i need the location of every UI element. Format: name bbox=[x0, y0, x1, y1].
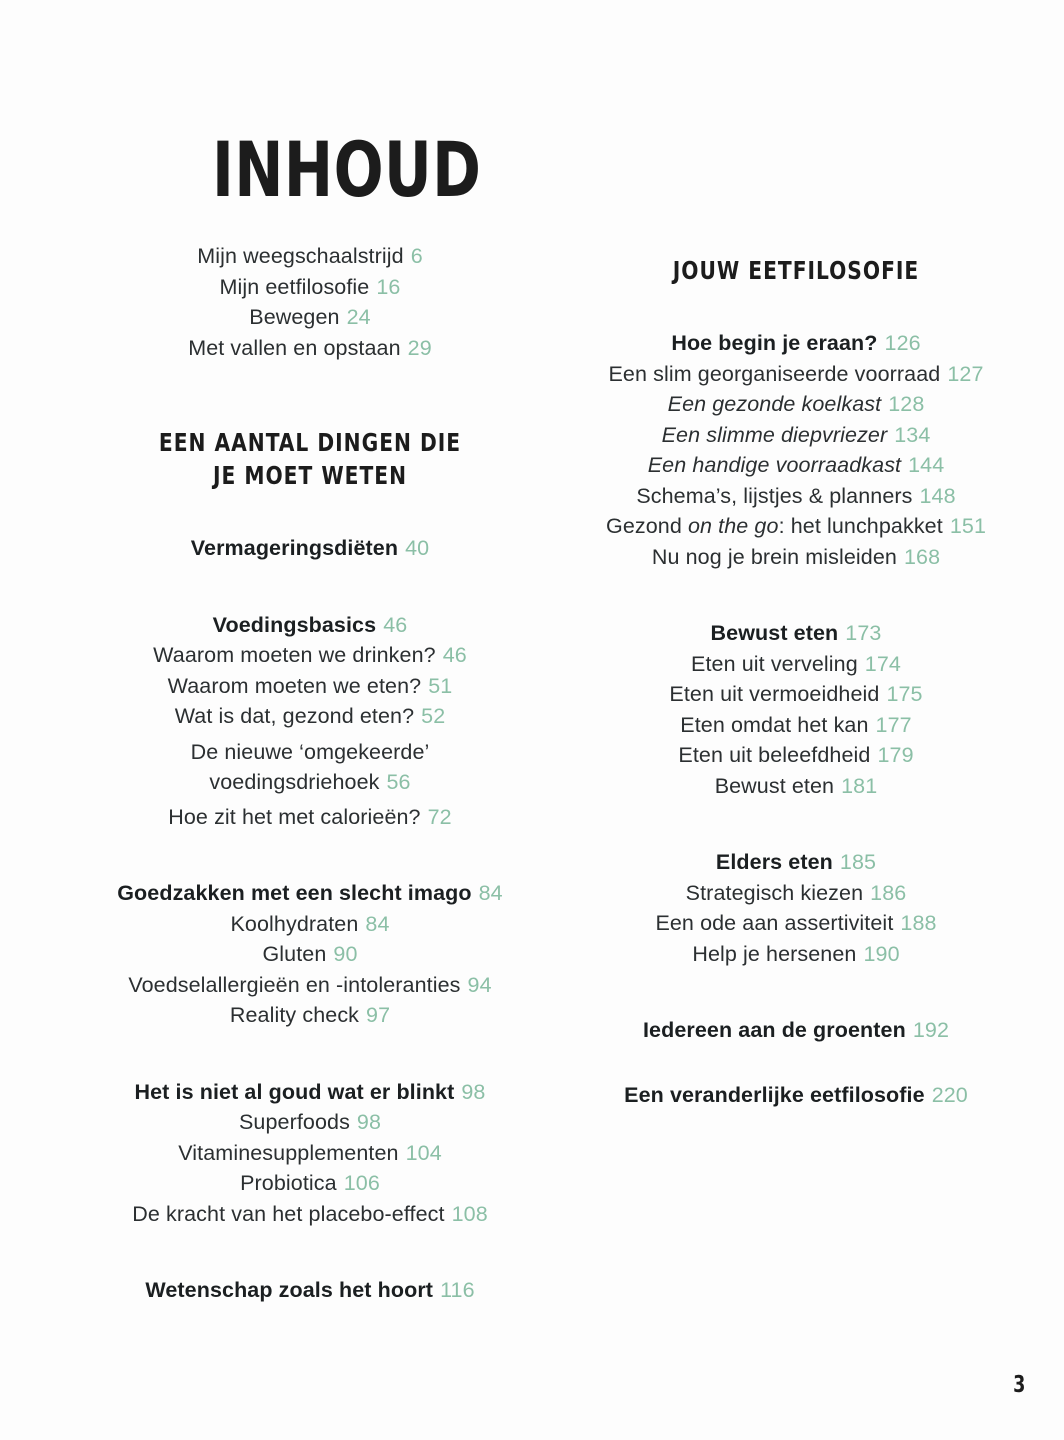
toc-section-iedereen-aan-de-groenten[interactable] bbox=[580, 1020, 1012, 1042]
spacer bbox=[92, 1234, 528, 1280]
toc-entry-label: Een slimme diepvriezer bbox=[661, 422, 888, 447]
toc-entry-page: 127 bbox=[947, 361, 984, 386]
toc-entry-label: Elders eten bbox=[715, 850, 833, 874]
spacer bbox=[92, 1036, 528, 1082]
toc-entry-label: Strategisch kiezen bbox=[685, 880, 864, 905]
toc-entry-label: Iedereen aan de groenten bbox=[642, 1018, 906, 1042]
toc-entry[interactable] bbox=[92, 246, 528, 268]
toc-entry-page: 108 bbox=[451, 1201, 488, 1226]
toc-entry-page: 126 bbox=[884, 331, 921, 355]
toc-entry-label: Voedingsbasics bbox=[212, 612, 377, 637]
toc-entry-label: Eten uit beleefdheid bbox=[678, 743, 871, 767]
toc-entry-page: 185 bbox=[839, 850, 877, 874]
toc-entry-page: 84 bbox=[478, 881, 503, 906]
section-heading-line: JE MOET WETEN bbox=[212, 461, 408, 490]
toc-entry[interactable] bbox=[92, 1201, 528, 1226]
toc-entry-label: Een slim georganiseerde voorraad bbox=[608, 361, 941, 386]
toc-entry[interactable] bbox=[580, 684, 1012, 706]
toc-section-vermageringsdieten[interactable] bbox=[92, 538, 528, 560]
toc-entry-label: Reality check bbox=[229, 1003, 360, 1028]
page-title: INHOUD bbox=[212, 125, 482, 214]
toc-entry-page: 97 bbox=[366, 1003, 391, 1028]
toc-entry-label: Vitaminesupplementen bbox=[178, 1140, 399, 1165]
toc-entry[interactable] bbox=[580, 455, 1012, 477]
toc-entry-page: 51 bbox=[428, 673, 453, 698]
toc-entry-page: 192 bbox=[912, 1018, 950, 1042]
toc-entry[interactable] bbox=[92, 1140, 528, 1165]
spacer bbox=[92, 368, 528, 426]
toc-entry-label: Waarom moeten we eten? bbox=[167, 673, 422, 698]
toc-entry-page: 46 bbox=[383, 612, 408, 637]
section-heading-een-aantal-dingen bbox=[114, 426, 506, 492]
toc-entry[interactable] bbox=[92, 944, 528, 966]
toc-entry[interactable] bbox=[92, 673, 528, 698]
toc-entry[interactable] bbox=[580, 422, 1012, 447]
toc-entry[interactable] bbox=[92, 307, 528, 329]
toc-entry[interactable] bbox=[580, 880, 1012, 905]
toc-entry-page: 40 bbox=[405, 536, 430, 560]
toc-entry-label: Eten uit verveling bbox=[691, 651, 858, 676]
toc-entry-label: Een veranderlijke eetfilosofie bbox=[624, 1082, 925, 1107]
toc-entry-label: Probiotica bbox=[240, 1171, 337, 1196]
toc-entry-page: 52 bbox=[421, 704, 446, 728]
toc-entry-page: 151 bbox=[949, 514, 986, 538]
toc-entry-page: 24 bbox=[346, 305, 371, 329]
toc-entry-label: Hoe begin je eraan? bbox=[671, 331, 878, 355]
toc-section-wetenschap[interactable] bbox=[92, 1280, 528, 1302]
toc-entry-page: 90 bbox=[333, 942, 358, 967]
toc-entry-page: 173 bbox=[845, 621, 882, 645]
toc-entry-page: 106 bbox=[343, 1171, 380, 1196]
toc-entry[interactable] bbox=[580, 773, 1012, 798]
toc-entry-page: 188 bbox=[900, 911, 937, 935]
toc-entry-label: Voedselallergieën en -intoleranties bbox=[128, 972, 461, 997]
toc-entry-label: Met vallen en opstaan bbox=[188, 335, 401, 360]
toc-entry-label-pre: Gezond bbox=[606, 514, 688, 538]
toc-entry[interactable] bbox=[92, 1112, 528, 1134]
toc-entry-label: Wetenschap zoals het hoort bbox=[145, 1278, 434, 1303]
toc-entry-page: 174 bbox=[864, 651, 901, 676]
toc-entry-label: Bewegen bbox=[249, 305, 340, 329]
toc-entry-label: Schema’s, lijstjes & planners bbox=[636, 483, 913, 508]
toc-entry[interactable] bbox=[580, 483, 1012, 508]
toc-entry[interactable] bbox=[160, 737, 460, 798]
toc-entry-label: Het is niet al goud wat er blinkt bbox=[134, 1079, 455, 1104]
toc-section-bewust-eten[interactable] bbox=[580, 623, 1012, 645]
toc-entry-label: Nu nog je brein misleiden bbox=[651, 544, 897, 569]
spacer bbox=[580, 1051, 1012, 1085]
intro-group bbox=[92, 246, 528, 368]
toc-entry[interactable] bbox=[580, 941, 1012, 966]
toc-section-hoe-begin-je-eraan[interactable] bbox=[580, 333, 1012, 355]
toc-entry-page: 29 bbox=[407, 335, 432, 360]
toc-entry-page: 190 bbox=[863, 941, 900, 966]
toc-entry[interactable] bbox=[580, 712, 1012, 737]
toc-entry-page: 6 bbox=[410, 244, 423, 268]
toc-entry-label: Help je hersenen bbox=[692, 941, 857, 966]
toc-entry-page: 104 bbox=[405, 1140, 442, 1165]
spacer bbox=[580, 806, 1012, 852]
toc-entry-label: Goedzakken met een slecht imago bbox=[117, 881, 472, 906]
toc-entry-label: Mijn eetfilosofie bbox=[219, 274, 370, 299]
toc-entry-label: Superfoods bbox=[238, 1110, 350, 1135]
toc-entry-label-italic: on the go bbox=[687, 514, 779, 538]
spacer bbox=[580, 577, 1012, 623]
toc-entry-page: 94 bbox=[467, 972, 492, 997]
toc-entry-page: 177 bbox=[875, 712, 912, 737]
toc-entry-label: Vermageringsdiëten bbox=[190, 536, 399, 560]
toc-entry[interactable] bbox=[92, 274, 528, 299]
toc-entry-label: Hoe zit het met calorieën? bbox=[168, 804, 421, 829]
toc-entry[interactable] bbox=[92, 804, 528, 829]
toc-entry[interactable] bbox=[92, 972, 528, 997]
spacer bbox=[92, 837, 528, 883]
toc-right-column bbox=[580, 246, 1012, 1115]
toc-entry-page: 179 bbox=[877, 743, 914, 767]
toc-section-goedzakken[interactable] bbox=[92, 883, 528, 905]
toc-entry[interactable] bbox=[580, 394, 1012, 416]
toc-entry-page: 128 bbox=[888, 392, 925, 416]
spacer bbox=[92, 492, 528, 538]
toc-entry-page: 116 bbox=[440, 1278, 475, 1303]
toc-entry-label: De kracht van het placebo-effect bbox=[132, 1201, 445, 1226]
toc-entry-label: Een handige voorraadkast bbox=[647, 453, 902, 477]
spacer bbox=[580, 287, 1012, 333]
toc-entry-label: Een gezonde koelkast bbox=[667, 392, 882, 416]
toc-entry-label: Een ode aan assertiviteit bbox=[655, 911, 894, 935]
toc-entry-page: 148 bbox=[919, 483, 956, 508]
toc-entry[interactable] bbox=[92, 645, 528, 667]
toc-entry[interactable] bbox=[92, 1173, 528, 1195]
toc-entry-page: 98 bbox=[461, 1079, 486, 1104]
section-heading-jouw-eetfilosofie: JOUW EETFILOSOFIE bbox=[672, 256, 920, 285]
toc-entry-label: Eten omdat het kan bbox=[680, 712, 869, 737]
toc-entry[interactable] bbox=[92, 706, 528, 728]
toc-section-een-veranderlijke-eetfilosofie[interactable] bbox=[580, 1082, 1012, 1107]
spacer bbox=[580, 974, 1012, 1020]
toc-left-column bbox=[92, 246, 528, 1311]
toc-entry[interactable] bbox=[580, 913, 1012, 935]
toc-entry-page: 175 bbox=[886, 682, 923, 706]
toc-entry-page: 168 bbox=[903, 544, 941, 569]
toc-entry-label-post: : het lunchpakket bbox=[778, 514, 943, 538]
toc-entry-label bbox=[606, 514, 943, 538]
toc-entry-page: 186 bbox=[870, 880, 907, 905]
toc-entry-label: Koolhydraten bbox=[230, 911, 359, 936]
toc-entry-page: 72 bbox=[427, 804, 452, 829]
spacer bbox=[580, 246, 1012, 254]
toc-entry-page: 144 bbox=[908, 453, 945, 477]
toc-entry-page: 16 bbox=[376, 274, 401, 299]
toc-entry-label: Wat is dat, gezond eten? bbox=[174, 704, 415, 728]
toc-entry-page: 56 bbox=[386, 770, 411, 795]
toc-section-voedingsbasics[interactable] bbox=[92, 612, 528, 637]
toc-entry-label: Waarom moeten we drinken? bbox=[153, 643, 436, 667]
toc-entry-label: De nieuwe ‘omgekeerde’ voedingsdriehoek bbox=[190, 739, 430, 795]
toc-entry-label: Mijn weegschaalstrijd bbox=[197, 244, 404, 268]
toc-entry[interactable] bbox=[92, 1005, 528, 1027]
toc-entry[interactable] bbox=[580, 544, 1012, 569]
spacer bbox=[92, 569, 528, 615]
toc-entry-page: 46 bbox=[442, 643, 467, 667]
toc-entry-label: Eten uit vermoeidheid bbox=[669, 682, 880, 706]
page-folio: 3 bbox=[1012, 1372, 1025, 1398]
toc-entry[interactable] bbox=[580, 745, 1012, 767]
toc-entry-page: 220 bbox=[931, 1082, 968, 1107]
toc-entry-page: 98 bbox=[356, 1110, 382, 1135]
toc-entry-label: Gluten bbox=[262, 942, 327, 967]
toc-entry[interactable] bbox=[580, 651, 1012, 676]
toc-columns bbox=[0, 246, 1064, 1311]
toc-entry-page: 84 bbox=[365, 911, 390, 936]
toc-entry[interactable] bbox=[580, 516, 1012, 538]
toc-entry-page: 134 bbox=[894, 422, 931, 447]
toc-entry[interactable] bbox=[92, 911, 528, 936]
toc-entry[interactable] bbox=[92, 335, 528, 360]
toc-section-elders-eten[interactable] bbox=[580, 852, 1012, 874]
section-heading-line: EEN AANTAL DINGEN DIE bbox=[158, 428, 462, 457]
toc-entry-label: Bewust eten bbox=[714, 773, 835, 798]
toc-entry-label: Bewust eten bbox=[710, 621, 839, 645]
toc-section-het-is-niet-al-goud[interactable] bbox=[92, 1079, 528, 1104]
toc-entry[interactable] bbox=[580, 361, 1012, 386]
toc-entry-page: 181 bbox=[841, 773, 878, 798]
